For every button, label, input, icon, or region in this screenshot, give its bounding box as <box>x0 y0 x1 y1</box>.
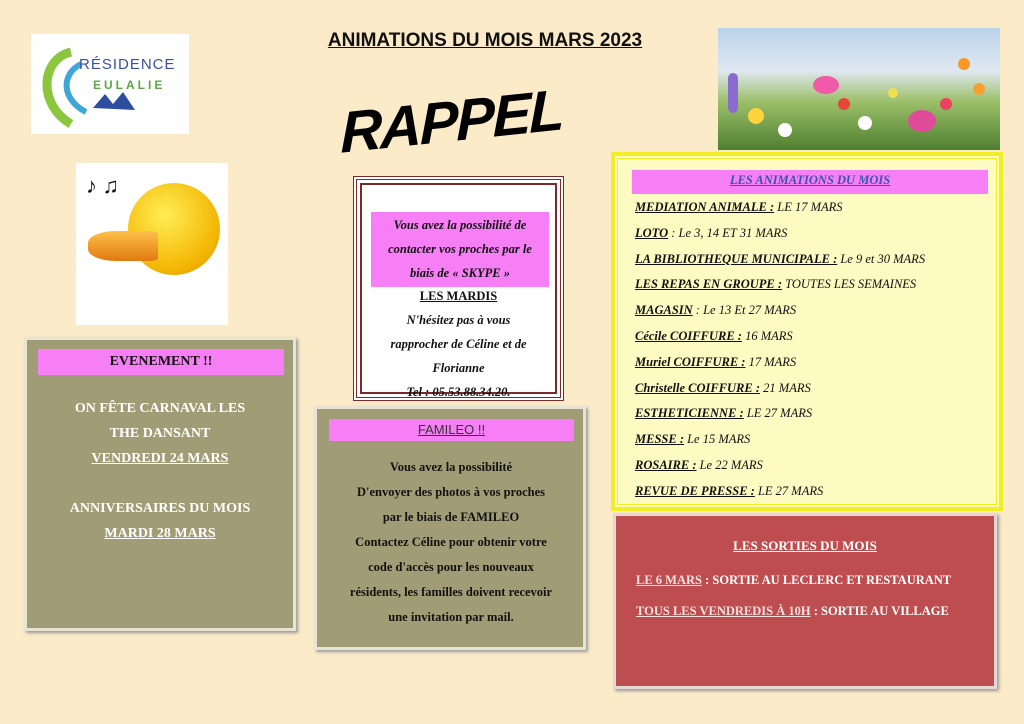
animation-label: Christelle COIFFURE : <box>635 380 761 395</box>
animation-label: ESTHETICIENNE : <box>635 406 744 421</box>
event-date: MARDI 28 MARS <box>104 526 216 541</box>
rappel-heading: RAPPEL <box>340 77 563 166</box>
list-item <box>635 376 995 402</box>
famileo-line: Contactez Céline pour obtenir votre <box>355 535 547 549</box>
animation-label: ROSAIRE : <box>635 457 697 472</box>
event-line: ANNIVERSAIRES DU MOIS <box>69 501 251 516</box>
animation-label: LES REPAS EN GROUPE : <box>635 277 783 292</box>
list-item <box>635 324 995 350</box>
skype-line: N'hésitez pas à vous <box>406 313 511 327</box>
event-line: ON FÊTE CARNAVAL LES <box>74 401 246 416</box>
animation-label: Cécile COIFFURE : <box>635 328 742 343</box>
skype-body <box>357 284 560 404</box>
outing-text: : SORTIE AU LECLERC ET RESTAURANT <box>701 573 952 587</box>
animation-detail: Le 9 et 30 MARS <box>837 251 926 266</box>
animations-box <box>614 155 1000 508</box>
famileo-line: une invitation par mail. <box>388 610 514 624</box>
outing-line <box>636 604 949 619</box>
event-line: THE DANSANT <box>109 426 211 441</box>
page-title: ANIMATIONS DU MOIS MARS 2023 <box>327 30 643 51</box>
list-item <box>635 401 995 427</box>
famileo-box <box>314 406 586 650</box>
animation-label: LA BIBLIOTHEQUE MUNICIPALE : <box>635 251 838 266</box>
animation-label: MESSE : <box>635 432 684 447</box>
animation-label: REVUE DE PRESSE : <box>635 483 755 498</box>
animations-list <box>635 195 995 505</box>
famileo-body <box>321 455 581 630</box>
animation-detail: 17 MARS <box>745 354 797 369</box>
skype-band-line: biais de « SKYPE » <box>409 266 510 280</box>
event-date: VENDREDI 24 MARS <box>91 451 229 466</box>
animations-title: LES ANIMATIONS DU MOIS <box>632 170 988 194</box>
outings-box <box>613 513 997 689</box>
smiley-face-icon <box>128 183 220 275</box>
list-item <box>635 247 995 273</box>
animation-detail: TOUTES LES SEMAINES <box>782 277 917 292</box>
list-item <box>635 298 995 324</box>
outings-title: LES SORTIES DU MOIS <box>733 538 877 553</box>
skype-line: Florianne <box>432 361 485 375</box>
list-item <box>635 221 995 247</box>
list-item <box>635 350 995 376</box>
animation-detail: LE 27 MARS <box>743 406 813 421</box>
skype-box <box>353 176 564 401</box>
flowers-image <box>718 28 1000 150</box>
skype-tel: Tel : 05.53.88.34.20. <box>406 385 511 399</box>
event-box <box>24 337 296 631</box>
skype-band-line: Vous avez la possibilité de <box>393 218 527 232</box>
animation-detail: LE 17 MARS <box>774 200 843 214</box>
animation-detail: : Le 3, 14 ET 31 MARS <box>668 225 788 240</box>
famileo-title: FAMILEO !! <box>329 419 574 441</box>
animation-detail: 16 MARS <box>741 328 793 343</box>
animation-label: MAGASIN <box>635 303 693 318</box>
skype-line: rapprocher de Céline et de <box>390 337 527 351</box>
residence-logo <box>31 34 189 134</box>
list-item <box>635 427 995 453</box>
animation-detail: LE 27 MARS <box>754 483 824 498</box>
trumpet-icon <box>88 231 158 261</box>
animation-label: Muriel COIFFURE : <box>635 354 746 369</box>
logo-line2: EULALIE <box>93 78 166 92</box>
event-body <box>27 396 293 546</box>
famileo-line: par le biais de FAMILEO <box>382 510 520 524</box>
skype-band-line: contacter vos proches par le <box>388 242 532 256</box>
trumpet-emoji-image <box>76 163 228 325</box>
animation-label: LOTO <box>635 225 669 240</box>
famileo-line: résidents, les familles doivent recevoir <box>349 585 553 599</box>
list-item <box>635 479 995 505</box>
outing-text: : SORTIE AU VILLAGE <box>810 604 949 618</box>
outing-date: LE 6 MARS <box>636 573 702 587</box>
skype-day: LES MARDIS <box>419 289 498 303</box>
list-item <box>635 272 995 298</box>
famileo-line: code d'accès pour les nouveaux <box>368 560 534 574</box>
skype-band <box>371 212 549 287</box>
famileo-line: Vous avez la possibilité <box>389 460 513 474</box>
list-item <box>635 195 995 221</box>
list-item <box>635 453 995 479</box>
animation-detail: Le 22 MARS <box>696 457 763 472</box>
animation-detail: Le 15 MARS <box>683 432 751 447</box>
animation-detail: 21 MARS <box>760 380 811 395</box>
event-title: EVENEMENT !! <box>38 349 284 375</box>
outing-date: TOUS LES VENDREDIS À 10H <box>636 604 811 618</box>
logo-line1: RÉSIDENCE <box>79 56 176 73</box>
music-note-icon: ♪ ♫ <box>86 173 119 198</box>
animation-detail: : Le 13 Et 27 MARS <box>692 303 797 318</box>
famileo-line: D'envoyer des photos à vos proches <box>356 485 546 499</box>
outing-line <box>636 573 951 588</box>
animation-label: MEDIATION ANIMALE : <box>635 200 775 214</box>
